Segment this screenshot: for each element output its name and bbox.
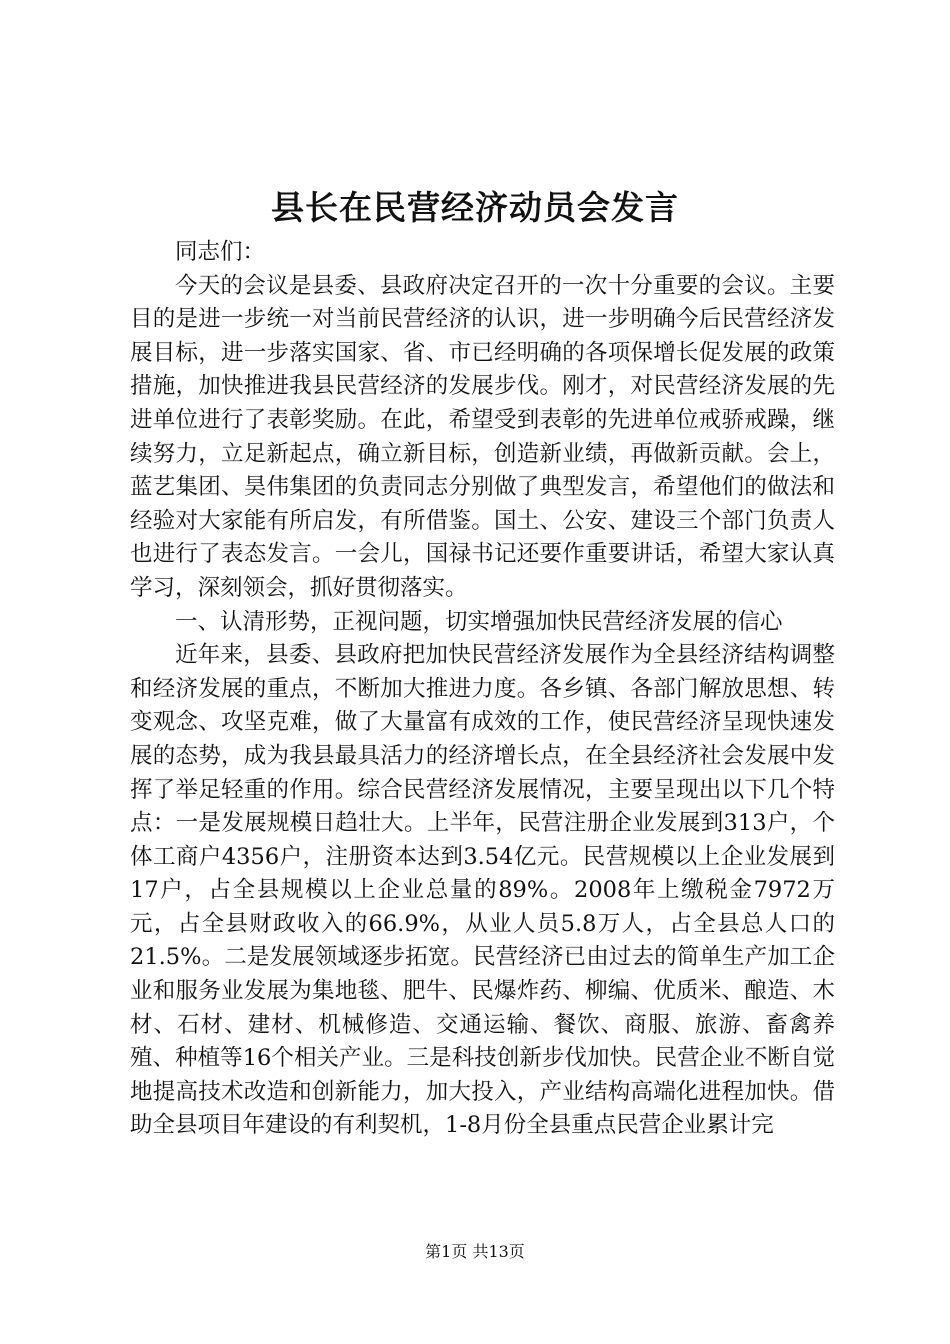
page-footer: 第1页 共13页 [425,1242,525,1261]
document-title: 县长在民营经济动员会发言 [271,188,679,227]
document-body [130,236,835,1143]
paragraph-intro: 今天的会议是县委、县政府决定召开的一次十分重要的会议。主要目的是进一步统一对当前民营经济的认识，进一步明确今后民营经济发展目标，进一步落实国家、省、市已经明确的各项保增长促发展的政策措施，加快推进我县民营经济的发展步伐。刚才，对民营经济发展的先进单位进行了表彰奖励。在此，希望受到表彰的先进单位戒骄戒躁，继续努力，立足新起点，确立新目标，创造新业绩，再做新贡献。会上，蓝艺集团、昊伟集团的负责同志分别做了典型发言，希望他们的做法和经验对大家能有所启发，有所借鉴。国土、公安、建设三个部门负责人也进行了表态发言。一会儿，国禄书记还要作重要讲话，希望大家认真学习，深刻领会，抓好贯彻落实。 [130,272,835,601]
salutation: 同志们： [175,239,266,265]
section-heading: 一、认清形势，正视问题，切实增强加快民营经济发展的信心 [175,608,783,635]
paragraph-section-one: 近年来，县委、县政府把加快民营经济发展作为全县经济结构调整和经济发展的重点，不断加大推进力度。各乡镇、各部门解放思想、转变观念、攻坚克难，做了大量富有成效的工作，使民营经济呈现快速发展的态势，成为我县最具活力的经济增长点，在全县经济社会发展中发挥了举足轻重的作用。综合民营经济发展情况，主要呈现出以下几个特点：一是发展规模日趋壮大。上半年，民营注册企业发展到313户，个体工商户4356户，注册资本达到3.54亿元。民营规模以上企业发展到17户，占全县规模以上企业总量的89%。2008年上缴税金7972万元，占全县财政收入的66.9%，从业人员5.8万人，占全县总人口的21.5%。二是发展领域逐步拓宽。民营经济已由过去的简单生产加工企业和服务业发展为集地毯、肥牛、民爆炸药、柳编、优质米、酿造、木材、石材、建材、机械修造、交通运输、餐饮、商服、旅游、畜禽养殖、种植等16个相关产业。三是科技创新步伐加快。民营企业不断自觉地提高技术改造和创新能力，加大投入，产业结构高端化进程加快。借助全县项目年建设的有利契机，1-8月份全县重点民营企业累计完 [130,642,835,1139]
